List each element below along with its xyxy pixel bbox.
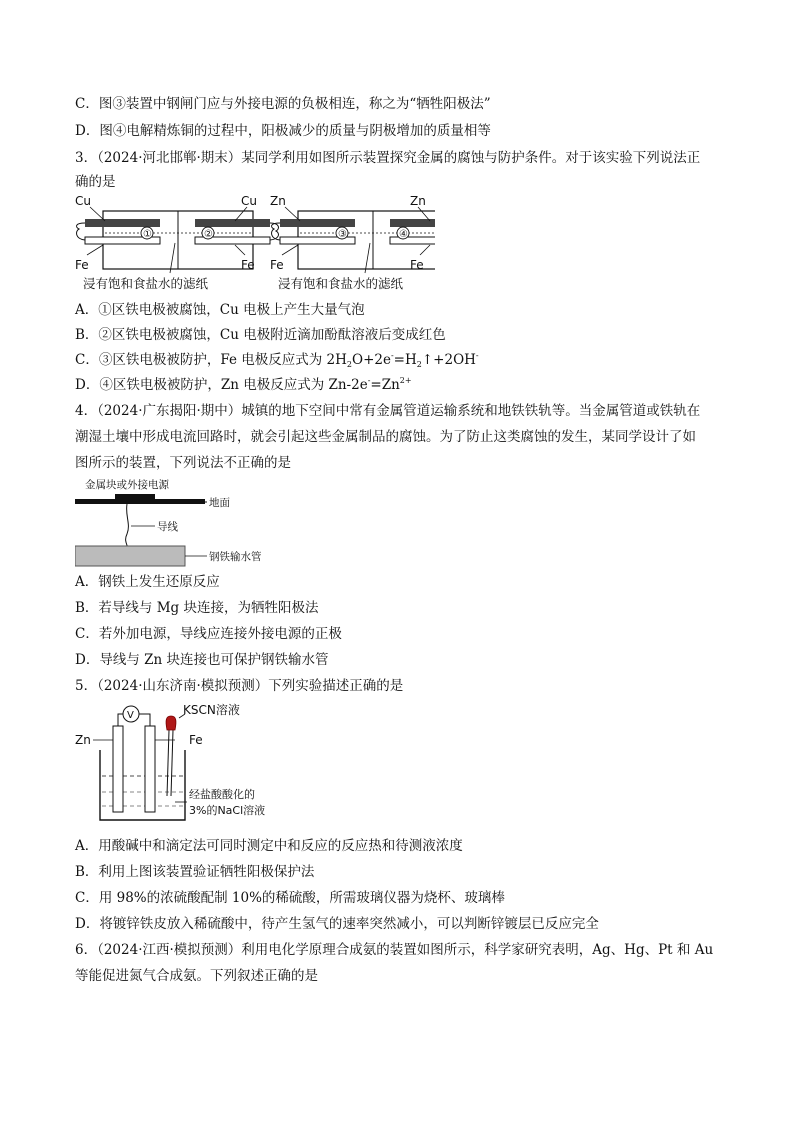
- q3-region-1: ①: [143, 229, 152, 240]
- q6-stem-1: 利用电化学原理合成氨的装置如图所示，科学家研究表明，Ag、Hg、Pt 和 Au: [241, 942, 714, 958]
- q4-label-block: 金属块或外接电源: [85, 479, 169, 491]
- q3-left-fe-left-leader: [87, 245, 103, 255]
- q3-right-apparatus: [270, 194, 435, 291]
- q3-label-fe-right-left: Fe: [270, 258, 284, 272]
- q3-stem-2: 确的是: [75, 174, 116, 190]
- q3-option-d-text-2: =Zn: [370, 377, 400, 393]
- q2-option-d: D．图④电解精炼铜的过程中，阳极减少的质量与阴极增加的质量相等: [75, 123, 491, 139]
- q4-label-wire: 导线: [157, 521, 178, 533]
- q3-left-cu-right-electrode: [195, 219, 270, 227]
- q3-left-cu-left-electrode: [85, 219, 160, 227]
- q3-label-fe-left: Fe: [75, 258, 89, 272]
- q5-dropper-bulb: [166, 716, 176, 730]
- q6-source: （2024·江西·模拟预测）: [97, 942, 242, 958]
- q5-stem-line-1: [75, 676, 403, 696]
- q3-right-zn-right-electrode: [390, 219, 435, 227]
- q4-stem-3: 图所示的装置，下列说法不正确的是: [75, 455, 291, 471]
- q4-stem-line-1: [75, 401, 700, 421]
- q5-label-fe: Fe: [189, 733, 203, 747]
- q3-option-a: A．①区铁电极被腐蚀，Cu 电极上产生大量气泡: [75, 302, 365, 318]
- q6-stem-2: 等能促进氮气合成氨。下列叙述正确的是: [75, 968, 318, 984]
- q3-caption-left: 浸有饱和食盐水的滤纸: [83, 276, 209, 291]
- q6-stem-line-1: [75, 940, 713, 960]
- q3-option-c-sup-1: -: [390, 351, 394, 360]
- q3-region-3: ③: [338, 229, 347, 240]
- q4-stem-1: 城镇的地下空间中常有金属管道运输系统和地铁铁轨等。当金属管道或铁轨在: [241, 403, 701, 419]
- q3-option-d: [75, 375, 412, 395]
- q4-stem-2: 潮湿土壤中形成电流回路时，就会引起这些金属制品的腐蚀。为了防止这类腐蚀的发生，某同学设计了如: [75, 429, 696, 445]
- q4-label-pipe: 钢铁输水管: [209, 551, 262, 563]
- q3-region-2: ②: [204, 229, 213, 240]
- q3-label-cu-right: Cu: [241, 194, 257, 208]
- q3-label-fe-right: Fe: [241, 258, 255, 272]
- q5-diagram: [75, 700, 315, 828]
- q3-caption-right: 浸有饱和食盐水的滤纸: [278, 276, 404, 291]
- q3-diagram: [75, 193, 435, 293]
- q3-left-apparatus: [75, 194, 278, 291]
- q4-option-d: D．导线与 Zn 块连接也可保护钢铁输水管: [75, 652, 329, 668]
- q3-figure: [75, 193, 435, 293]
- q4-diagram: [75, 476, 335, 571]
- q2-option-c: C．图③装置中钢闸门应与外接电源的负极相连，称之为“牺牲阳极法”: [75, 96, 491, 112]
- q3-option-d-text-1: D．④区铁电极被防护，Zn 电极反应式为 Zn-2e: [75, 377, 368, 393]
- q6-number: 6．: [75, 942, 98, 958]
- q5-fe-electrode: [145, 726, 155, 812]
- q3-left-fe-right-leader: [235, 245, 245, 255]
- q3-option-c-text-3: =H: [393, 352, 417, 368]
- q4-figure: [75, 476, 335, 571]
- q5-option-b: B．利用上图该装置验证牺牲阳极保护法: [75, 864, 315, 880]
- q3-stem-line-1: [75, 148, 700, 168]
- q3-label-cu-left: Cu: [75, 194, 91, 208]
- q3-label-zn-right: Zn: [410, 194, 426, 208]
- q3-right-zn-right-leader: [418, 207, 430, 221]
- q5-label-solution-2: 3%的NaCl溶液: [189, 804, 266, 817]
- q3-stem-1: 某同学利用如图所示装置探究金属的腐蚀与防护条件。对于该实验下列说法正: [241, 150, 701, 166]
- q3-right-fe-right-leader: [420, 245, 430, 255]
- q3-right-wire-left: [272, 223, 280, 240]
- q5-label-solution-1: 经盐酸酸化的: [189, 788, 255, 801]
- q3-option-d-sup-1: -: [367, 376, 371, 385]
- q3-right-fe-left-leader: [282, 245, 298, 255]
- q4-number: 4．: [75, 403, 98, 419]
- q5-voltmeter-label: V: [127, 710, 134, 721]
- q5-option-d: D．将镀锌铁皮放入稀硫酸中，待产生氢气的速率突然减小，可以判断锌镀层已反应完全: [75, 916, 599, 932]
- q5-figure: [75, 700, 315, 828]
- q3-label-zn-left: Zn: [270, 194, 286, 208]
- q3-option-d-sup-2: 2+: [399, 376, 412, 385]
- q4-option-a: A．钢铁上发生还原反应: [75, 574, 220, 590]
- q4-wire: [126, 504, 129, 551]
- q5-option-a: A．用酸碱中和滴定法可同时测定中和反应的反应热和待测液浓度: [75, 838, 463, 854]
- q3-right-fe-right-electrode: [390, 237, 435, 244]
- q3-number: 3．: [75, 150, 98, 166]
- q3-left-wire-left: [77, 223, 85, 240]
- q5-zn-electrode: [113, 726, 123, 812]
- q4-option-c: C．若外加电源，导线应连接外接电源的正极: [75, 626, 342, 642]
- q3-option-c-sub-1: 2: [346, 360, 352, 369]
- q3-option-c-text-4: ↑+2OH: [421, 352, 476, 368]
- q4-steel-pipe: [75, 546, 185, 566]
- q5-wire-right: [139, 714, 150, 726]
- q5-source: （2024·山东济南·模拟预测）: [97, 678, 269, 694]
- q3-option-c-text-2: O+2e: [352, 352, 391, 368]
- q5-stem-1: 下列实验描述正确的是: [268, 678, 404, 694]
- q3-left-cu-right-leader: [235, 207, 247, 221]
- q4-ground-bar: [75, 499, 205, 504]
- q4-label-ground: 地面: [209, 497, 230, 509]
- q3-source: （2024·河北邯郸·期末）: [97, 150, 242, 166]
- q3-label-fe-right-right: Fe: [410, 258, 424, 272]
- q3-option-c: [75, 350, 479, 370]
- q4-source: （2024·广东揭阳·期中）: [97, 403, 242, 419]
- q5-option-c: C．用 98%的浓硫酸配制 10%的稀硫酸，所需玻璃仪器为烧杯、玻璃棒: [75, 890, 505, 906]
- q5-number: 5．: [75, 678, 98, 694]
- q3-option-c-sub-2: 2: [416, 360, 422, 369]
- q5-wire-left: [118, 714, 123, 726]
- q4-option-b: B．若导线与 Mg 块连接，为牺牲阳极法: [75, 600, 319, 616]
- q5-label-zn: Zn: [75, 733, 91, 747]
- q5-label-kscn: KSCN溶液: [183, 703, 240, 717]
- q3-option-b: B．②区铁电极被腐蚀，Cu 电极附近滴加酚酞溶液后变成红色: [75, 327, 446, 343]
- q3-right-zn-left-electrode: [280, 219, 355, 227]
- q3-region-4: ④: [399, 229, 408, 240]
- q3-option-c-sup-2: -: [475, 351, 479, 360]
- q3-option-c-text-1: C．③区铁电极被防护，Fe 电极反应式为 2H: [75, 352, 347, 368]
